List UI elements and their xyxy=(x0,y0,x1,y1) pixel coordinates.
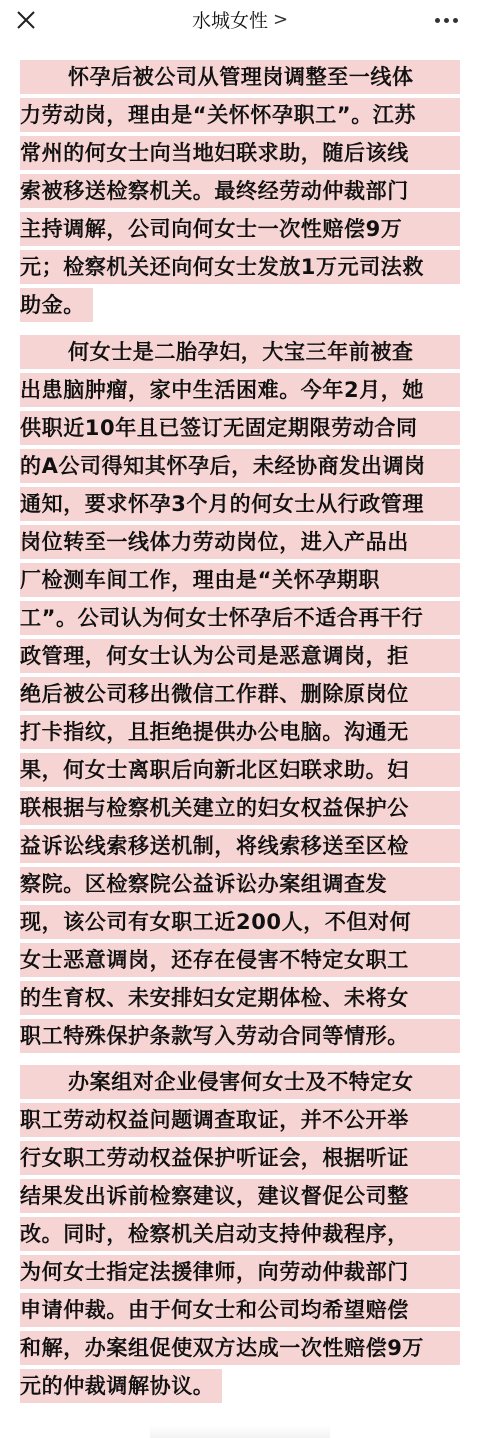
paragraph-2-line-10: 绝后被公司移出微信工作群、删除原岗位 xyxy=(20,677,460,711)
paragraph-1-line-2: 力劳动岗，理由是“关怀怀孕职工”。江苏 xyxy=(20,98,460,132)
paragraph-2-line-13: 联根据与检察机关建立的妇女权益保护公 xyxy=(20,791,460,825)
paragraph-2-line-8: 工”。公司认为何女士怀孕后不适合再干行 xyxy=(20,601,460,635)
paragraph-3-line-5: 改。同时，检察机关启动支持仲裁程序， xyxy=(20,1217,460,1251)
more-icon xyxy=(433,18,460,23)
paragraph-1-line-1: 怀孕后被公司从管理岗调整至一线体 xyxy=(20,60,460,94)
paragraph-2-line-16: 现，该公司有女职工近200人，不但对何 xyxy=(20,905,460,939)
paragraph-2-line-9: 政管理，何女士认为公司是恶意调岗，拒 xyxy=(20,639,460,673)
paragraph-2-line-18: 的生育权、未安排妇女定期体检、未将女 xyxy=(20,981,460,1015)
paragraph-2-line-11: 打卡指纹，且拒绝提供办公电脑。沟通无 xyxy=(20,715,460,749)
paragraph-1-line-7: 助金。 xyxy=(20,288,93,322)
scroll-fade xyxy=(150,1426,330,1438)
paragraph-1-line-5: 主持调解，公司向何女士一次性赔偿9万 xyxy=(20,212,460,246)
paragraph-2-line-4: 的A公司得知其怀孕后，未经协商发出调岗 xyxy=(20,449,460,483)
top-bar xyxy=(0,0,480,40)
paragraph-3-line-3: 行女职工劳动权益保护听证会，根据听证 xyxy=(20,1141,460,1175)
paragraph-2-line-6: 岗位转至一线体力劳动岗位，进入产品出 xyxy=(20,525,460,559)
account-title-link[interactable] xyxy=(140,4,340,34)
paragraph-2-line-14: 益诉讼线索移送机制，将线索移送至区检 xyxy=(20,829,460,863)
chevron-right-icon: > xyxy=(272,8,289,30)
paragraph-3-line-7: 申请仲裁。由于何女士和公司均希望赔偿 xyxy=(20,1293,460,1327)
paragraph-3-line-9: 元的仲裁调解协议。 xyxy=(20,1369,222,1403)
paragraph-3-line-1: 办案组对企业侵害何女士及不特定女 xyxy=(20,1065,460,1099)
account-title: 水城女性 xyxy=(191,9,268,32)
paragraph-2-line-17: 女士恶意调岗，还存在侵害不特定女职工 xyxy=(20,943,460,977)
paragraph-3-line-2: 职工劳动权益问题调查取证，并不公开举 xyxy=(20,1103,460,1137)
paragraph-2-line-1: 何女士是二胎孕妇，大宝三年前被查 xyxy=(20,335,460,369)
close-icon xyxy=(16,10,36,30)
more-button[interactable] xyxy=(432,6,460,34)
paragraph-2-line-19: 职工特殊保护条款写入劳动合同等情形。 xyxy=(20,1019,460,1053)
paragraph-2-line-12: 果，何女士离职后向新北区妇联求助。妇 xyxy=(20,753,460,787)
paragraph-1-line-4: 索被移送检察机关。最终经劳动仲裁部门 xyxy=(20,174,460,208)
paragraph-1-line-3: 常州的何女士向当地妇联求助，随后该线 xyxy=(20,136,460,170)
paragraph-3-line-8: 和解，办案组促使双方达成一次性赔偿9万 xyxy=(20,1331,460,1365)
paragraph-2-line-7: 厂检测车间工作，理由是“关怀孕期职 xyxy=(20,563,460,597)
paragraph-2-line-15: 察院。区检察院公益诉讼办案组调查发 xyxy=(20,867,460,901)
paragraph-2-line-2: 出患脑肿瘤，家中生活困难。今年2月，她 xyxy=(20,373,460,407)
close-button[interactable] xyxy=(10,4,42,36)
paragraph-2-line-3: 供职近10年且已签订无固定期限劳动合同 xyxy=(20,411,460,445)
paragraph-3-line-6: 为何女士指定法援律师，向劳动仲裁部门 xyxy=(20,1255,460,1289)
paragraph-2-line-5: 通知，要求怀孕3个月的何女士从行政管理 xyxy=(20,487,460,521)
paragraph-1-line-6: 元；检察机关还向何女士发放1万元司法救 xyxy=(20,250,460,284)
paragraph-3-line-4: 结果发出诉前检察建议，建议督促公司整 xyxy=(20,1179,460,1213)
